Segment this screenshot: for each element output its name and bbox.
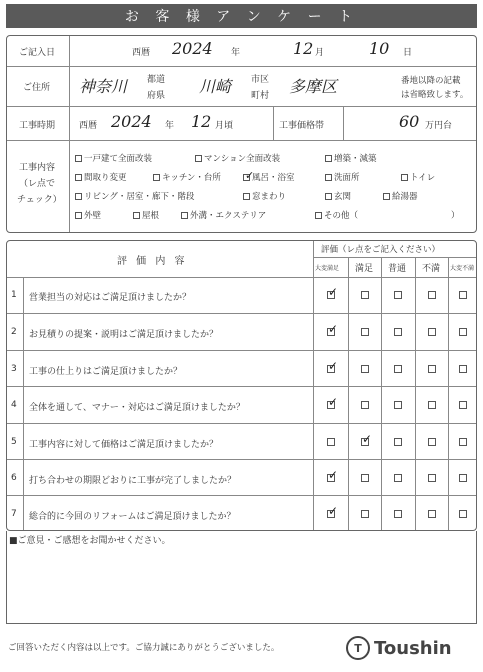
entry-date-month: 12 [293,39,314,58]
rating-checkbox[interactable] [361,510,369,518]
rating-checkbox[interactable] [394,474,402,482]
rating-checkbox[interactable] [428,291,436,299]
address-note-line1: 番地以降の記載 [401,76,461,86]
question-text: お見積りの提案・説明はご満足頂けましたか？ [29,330,219,341]
work-period-year: 2024 [111,112,152,131]
address-prefecture: 神奈川 [79,77,128,96]
question-number: 2 [11,327,17,338]
evaluation-row [7,423,476,460]
rating-checkbox[interactable] [459,291,467,299]
check-mark-icon: ✓ [328,395,339,410]
entry-date-year: 2024 [172,39,213,58]
rating-checkbox[interactable] [327,468,339,482]
work-period-label: 工事時期 [19,121,56,131]
question-number: 6 [11,473,17,483]
evaluation-header-left: 評 価 内 容 [117,256,188,267]
work-content-label-3: チェック） [17,195,62,205]
work-period-month: 12 [191,112,212,131]
checkbox[interactable] [315,212,322,219]
rating-checkbox[interactable] [361,291,369,299]
evaluation-row [7,313,476,350]
rating-checkbox[interactable] [459,474,467,482]
checkbox[interactable] [325,193,332,200]
address-city-unit-bottom: 町村 [251,91,270,101]
option-layout-change[interactable]: 間取り変更 [75,171,127,183]
question-text: 工事の仕上りはご満足頂けましたか？ [29,366,183,377]
address-label: ご住所 [23,83,51,93]
option-water-heater[interactable]: 給湯器 [383,190,418,202]
question-number: 3 [11,363,17,374]
address-city-unit-top: 市区 [251,75,270,85]
checkbox[interactable] [75,193,82,200]
work-content-label-2: （レ点で [19,179,56,189]
work-content-label: 工事内容 [19,163,56,173]
entry-date-label: ご記入日 [19,48,56,58]
option-exterior-wall[interactable]: 外壁 [75,209,101,221]
check-mark-icon: ✓ [245,169,255,182]
address-pref-unit-bottom: 府県 [147,91,166,101]
rating-checkbox[interactable] [459,510,467,518]
option-other[interactable]: その他（ [315,209,358,221]
option-roof[interactable]: 屋根 [133,209,159,221]
evaluation-header-right: 評価（レ点をご記入ください） [321,245,441,255]
evaluation-row [7,386,476,423]
toushin-logo-icon: T [346,636,370,660]
entry-date-day-unit: 日 [403,48,413,58]
question-number: 4 [11,400,17,411]
option-mansion[interactable]: マンション全面改装 [195,152,280,164]
checkbox[interactable] [401,174,408,181]
rating-checkbox[interactable] [459,401,467,409]
rating-checkbox[interactable] [428,474,436,482]
check-mark-icon: ✓ [328,504,339,519]
evaluation-row [7,277,476,313]
evaluation-section [6,240,477,531]
checkbox[interactable] [75,212,82,219]
entry-date-era: 西暦 [132,48,151,58]
rating-checkbox[interactable] [428,510,436,518]
rating-checkbox[interactable] [327,358,339,373]
option-extension[interactable]: 増築・減築 [325,152,377,164]
work-period-era: 西暦 [79,121,98,131]
check-mark-icon: ✓ [328,468,339,482]
checkbox[interactable] [75,155,82,162]
comments-area[interactable] [11,547,472,619]
option-kitchen[interactable]: キッチン・台所 [153,171,221,183]
rating-checkbox[interactable] [394,510,402,518]
rating-checkbox[interactable] [394,365,402,373]
rating-checkbox[interactable] [327,504,339,519]
rating-checkbox[interactable] [428,328,436,336]
price-band-unit: 万円台 [425,121,453,131]
option-whole-house[interactable]: 一戸建て全面改装 [75,152,152,164]
col-very-dissatisfied: 大変不満 [450,265,475,272]
rating-checkbox[interactable] [459,438,467,446]
address-pref-unit-top: 都道 [147,75,166,85]
rating-checkbox[interactable] [459,328,467,336]
evaluation-row [7,459,476,496]
checkbox[interactable] [153,174,160,181]
col-satisfied: 満足 [355,264,374,274]
rating-checkbox[interactable] [327,285,339,299]
toushin-logo [346,636,452,660]
toushin-logo-text: Toushin [374,637,452,659]
rating-checkbox[interactable] [428,401,436,409]
question-number: 1 [11,290,17,300]
checkbox[interactable] [133,212,140,219]
rating-checkbox[interactable] [361,401,369,409]
price-band-label: 工事価格帯 [279,121,325,131]
question-number: 5 [11,436,17,447]
price-band-value: 60 [399,112,420,131]
entry-date-year-unit: 年 [231,48,241,58]
question-text: 工事内容に対して価格はご満足頂けましたか？ [29,439,219,450]
rating-checkbox[interactable] [459,365,467,373]
rating-checkbox[interactable] [428,438,436,446]
comments-label: ■ご意見・ご感想をお聞かせください。 [9,536,171,546]
option-exterior[interactable]: 外溝・エクステリア [181,209,266,221]
checkbox[interactable] [325,155,332,162]
rating-checkbox[interactable] [394,291,402,299]
question-text: 営業担当の対応はご満足頂けましたか？ [29,293,192,303]
rating-checkbox[interactable] [394,328,402,336]
entry-date-day: 10 [369,39,390,58]
option-entrance[interactable]: 玄関 [325,190,351,202]
survey-title: お 客 様 ア ン ケ ー ト [6,4,477,28]
footer-note: ご回答いただく内容は以上です。ご協力誠にありがとうございました。 [8,643,280,653]
question-text: 全体を通して、マナー・対応はご満足頂けましたか？ [29,403,245,414]
question-text: 打ち合わせの期限どおりに工事が完了しましたか？ [29,476,237,486]
check-mark-icon: ✓ [328,358,339,373]
rating-checkbox[interactable] [327,438,335,446]
entry-date-month-unit: 月 [315,48,325,58]
col-dissatisfied: 不満 [422,264,441,274]
rating-checkbox[interactable] [394,438,402,446]
check-mark-icon: ✓ [328,285,339,299]
option-bath[interactable]: ✓ 風呂・浴室 [245,169,295,183]
rating-checkbox[interactable] [361,431,373,446]
option-living[interactable]: リビング・居室・廊下・階段 [75,190,194,202]
work-period-month-unit: 月頃 [215,121,234,131]
work-period-year-unit: 年 [165,121,175,131]
rating-checkbox[interactable] [428,365,436,373]
option-toilet[interactable]: トイレ [401,171,435,183]
check-mark-icon: ✓ [328,322,339,337]
rating-checkbox[interactable] [327,395,339,410]
option-windows[interactable]: 窓まわり [243,190,286,202]
rating-checkbox[interactable] [361,474,369,482]
info-section [6,35,477,233]
question-number: 7 [11,509,17,520]
address-note-line2: は省略致します。 [401,90,469,100]
question-text: 総合的に今回のリフォームはご満足頂けましたか？ [29,512,236,523]
col-very-satisfied: 大変満足 [315,265,340,272]
evaluation-row [7,350,476,387]
checkbox[interactable] [75,174,82,181]
comments-section [6,531,477,624]
checkbox[interactable] [195,155,202,162]
checkbox[interactable] [325,174,332,181]
col-normal: 普通 [388,264,407,274]
rating-checkbox[interactable] [361,328,369,336]
checkbox[interactable] [383,193,390,200]
checkbox[interactable] [243,193,250,200]
rating-checkbox[interactable] [327,322,339,337]
checkbox[interactable] [181,212,188,219]
option-washroom[interactable]: 洗面所 [325,171,360,183]
checkbox-checked[interactable] [243,169,255,182]
address-ward: 多摩区 [289,77,338,96]
evaluation-row [7,495,476,532]
address-city: 川崎 [199,77,232,96]
rating-checkbox[interactable] [361,365,369,373]
option-other-close: ） [451,211,460,221]
check-mark-icon: ✓ [362,431,373,446]
rating-checkbox[interactable] [394,401,402,409]
